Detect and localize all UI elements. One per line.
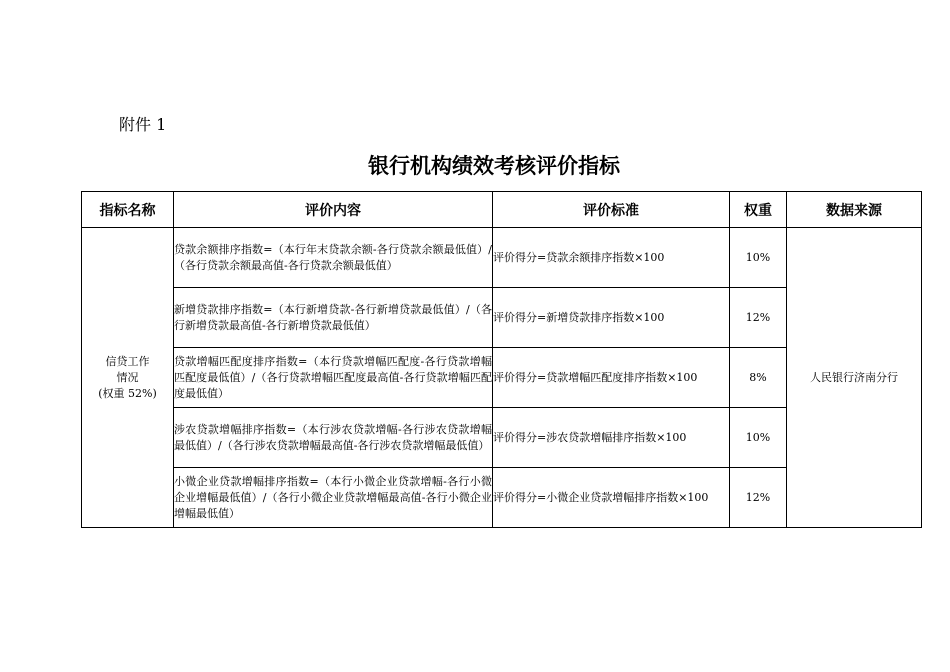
column-header-indicator-name: 指标名称 (82, 192, 174, 228)
standard-cell: 评价得分=新增贷款排序指数×100 (493, 288, 730, 348)
column-header-content: 评价内容 (174, 192, 493, 228)
standard-cell: 评价得分=贷款余额排序指数×100 (493, 228, 730, 288)
standard-cell: 评价得分=小微企业贷款增幅排序指数×100 (493, 468, 730, 528)
column-header-weight: 权重 (730, 192, 787, 228)
evaluation-table (81, 191, 922, 528)
weight-cell: 12% (730, 468, 787, 528)
content-cell: 涉农贷款增幅排序指数=（本行涉农贷款增幅-各行涉农贷款增幅最低值）/（各行涉农贷款增幅最高值-各行涉农贷款增幅最低值） (174, 408, 493, 468)
column-header-data-source: 数据来源 (787, 192, 922, 228)
standard-cell: 评价得分=贷款增幅匹配度排序指数×100 (493, 348, 730, 408)
category-name-line2: 情况 (116, 370, 139, 384)
standard-cell: 评价得分=涉农贷款增幅排序指数×100 (493, 408, 730, 468)
content-cell: 贷款增幅匹配度排序指数=（本行贷款增幅匹配度-各行贷款增幅匹配度最低值）/（各行贷款增幅匹配度最高值-各行贷款增幅匹配度最低值） (174, 348, 493, 408)
table-header-row (82, 192, 922, 228)
column-header-standard: 评价标准 (493, 192, 730, 228)
content-cell: 贷款余额排序指数=（本行年末贷款余额-各行贷款余额最低值）/（各行贷款余额最高值-各行贷款余额最低值） (174, 228, 493, 288)
data-source-cell: 人民银行济南分行 (787, 228, 922, 528)
content-cell: 新增贷款排序指数=（本行新增贷款-各行新增贷款最低值）/（各行新增贷款最高值-各行新增贷款最低值） (174, 288, 493, 348)
category-cell (82, 228, 174, 528)
document-title: 银行机构绩效考核评价指标 (368, 154, 620, 178)
weight-cell: 12% (730, 288, 787, 348)
weight-cell: 8% (730, 348, 787, 408)
table-row (82, 228, 922, 288)
attachment-label: 附件 1 (119, 115, 167, 134)
category-weight: (权重 52%) (98, 386, 157, 400)
weight-cell: 10% (730, 228, 787, 288)
weight-cell: 10% (730, 408, 787, 468)
content-cell: 小微企业贷款增幅排序指数=（本行小微企业贷款增幅-各行小微企业增幅最低值）/（各行小微企业贷款增幅最高值-各行小微企业增幅最低值） (174, 468, 493, 528)
category-name-line1: 信贷工作 (105, 354, 150, 368)
